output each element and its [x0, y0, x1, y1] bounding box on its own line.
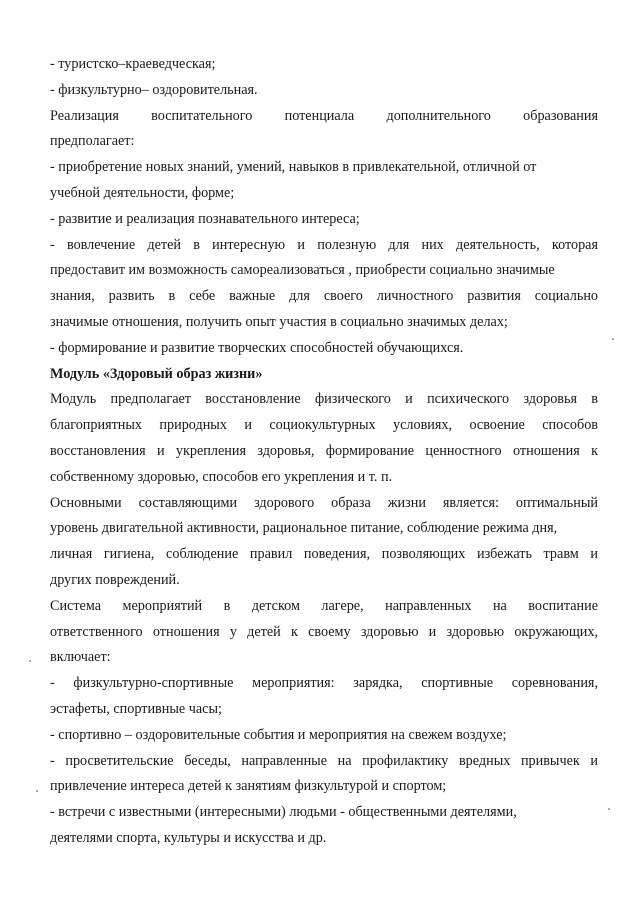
- text-line: эстафеты, спортивные часы;: [50, 700, 222, 717]
- text-line: Основными составляющими здорового образа жизни является: оптимальный: [50, 494, 598, 511]
- text-line: предоставит им возможность самореализоваться , приобрести социально значимые: [50, 262, 555, 279]
- text-line: привлечение интереса детей к занятиям физкультурой и спортом;: [50, 778, 447, 795]
- text-line: - формирование и развитие творческих способностей обучающихся.: [50, 339, 464, 356]
- scan-speck: [608, 808, 610, 810]
- text-line: знания, развить в себе важные для своего личностного развития социально: [50, 288, 598, 305]
- text-line: собственному здоровью, способов его укрепления и т. п.: [50, 468, 393, 485]
- document-page: [50, 52, 598, 852]
- section-heading: Модуль «Здоровый образ жизни»: [50, 365, 263, 382]
- text-line: ответственного отношения у детей к своему здоровью и здоровью окружающих,: [50, 623, 598, 640]
- text-line: - физкультурно– оздоровительная.: [50, 81, 258, 98]
- text-line: - туристско–краеведческая;: [50, 56, 216, 72]
- text-line: деятелями спорта, культуры и искусства и др.: [50, 829, 327, 846]
- text-line: - встречи с известными (интересными) людьми - общественными деятелями,: [50, 804, 517, 821]
- scan-speck: [29, 660, 31, 662]
- text-line: Система мероприятий в детском лагере, направленных на воспитание: [50, 597, 598, 614]
- text-line: - спортивно – оздоровительные события и мероприятия на свежем воздухе;: [50, 726, 507, 743]
- text-line: - физкультурно-спортивные мероприятия: зарядка, спортивные соревнования,: [50, 675, 598, 692]
- text-line: благоприятных природных и социокультурных условиях, освоение способов: [50, 417, 598, 434]
- text-line: личная гигиена, соблюдение правил поведения, позволяющих избежать травм и: [50, 546, 598, 563]
- text-line: уровень двигательной активности, рациональное питание, соблюдение режима дня,: [50, 520, 558, 537]
- text-line: включает:: [50, 649, 111, 666]
- text-line: других повреждений.: [50, 571, 180, 588]
- text-line: - развитие и реализация познавательного интереса;: [50, 210, 360, 227]
- text-line: учебной деятельности, форме;: [50, 184, 235, 201]
- text-line: Модуль предполагает восстановление физического и психического здоровья в: [50, 391, 598, 408]
- text-line: - приобретение новых знаний, умений, навыков в привлекательной, отличной от: [50, 159, 537, 176]
- text-line: предполагает:: [50, 133, 135, 150]
- scan-speck: [36, 790, 38, 792]
- text-line: восстановления и укрепления здоровья, формирование ценностного отношения к: [50, 442, 598, 459]
- text-line: значимые отношения, получить опыт участия в социально значимых делах;: [50, 313, 508, 330]
- text-line: - вовлечение детей в интересную и полезную для них деятельность, которая: [50, 236, 598, 253]
- scan-speck: [612, 338, 614, 340]
- text-line: - просветительские беседы, направленные на профилактику вредных привычек и: [50, 752, 598, 769]
- text-line: Реализация воспитательного потенциала дополнительного образования: [50, 107, 598, 124]
